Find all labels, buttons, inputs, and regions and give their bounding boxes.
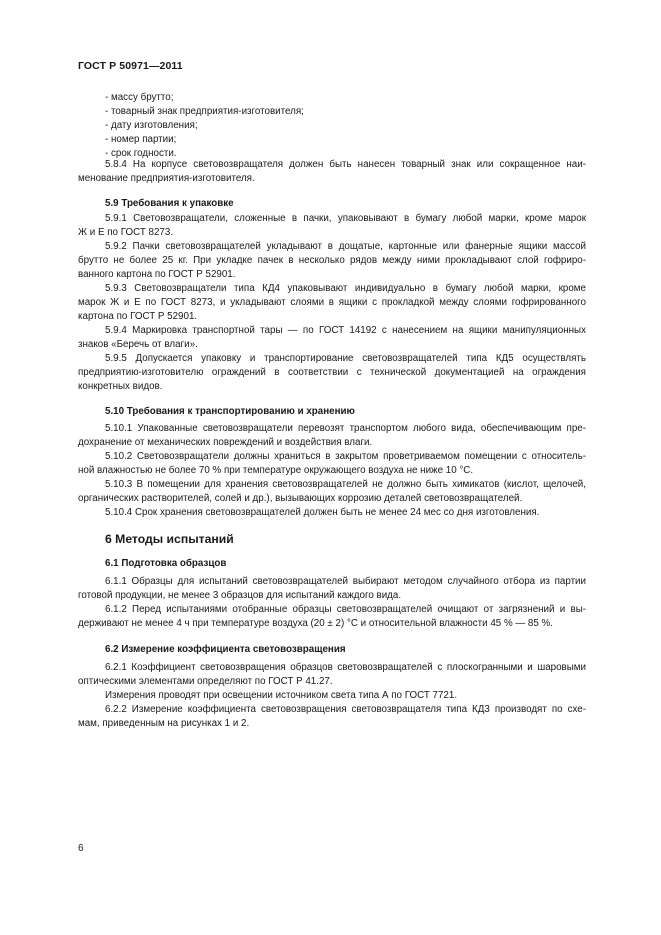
text-line: ной влажностью не более 70 % при температуре окружающего воздуха не ниже 10 °С. [78,465,474,476]
text-line: 5.8.4 На корпусе световозвращателя должен быть нанесен товарный знак или сокращенное наи- [105,159,586,170]
section-heading: 6 Методы испытаний [105,532,234,546]
text-line: 5.9.5 Допускается упаковку и транспортирование световозвращателей типа КД5 осуществлять [105,353,586,364]
section-heading: 5.9 Требования к упаковке [105,198,234,209]
text-line: 6.1.1 Образцы для испытаний световозвращателей выбирают методом случайного отбора из партии [105,576,586,587]
text-line: 5.10.2 Световозвращатели должны храниться в закрытом проветриваемом помещении с относитель- [105,451,586,462]
text-line: 5.10.1 Упакованные световозвращатели перевозят транспортом любого вида, обеспечивающим пре- [105,423,586,434]
text-line: ванного картона по ГОСТ Р 52901. [78,269,236,280]
text-line: предприятию-изготовителю ограждений в соответствии с технической документацией на ограждения [78,367,586,378]
section-heading: 5.10 Требования к транспортированию и хранению [105,406,355,417]
text-line: - дату изготовления; [105,120,198,131]
page-number: 6 [78,843,84,854]
text-line: 6.2.2 Измерение коэффициента световозвращения световозвращателя типа КД3 производят по схе- [105,704,586,715]
text-line: 5.9.2 Пачки световозвращателей укладывают в дощатые, картонные или фанерные ящики массой [105,241,586,252]
text-line: менование предприятия-изготовителя. [78,173,255,184]
text-line: готовой продукции, не менее 3 образцов для испытаний каждого вида. [78,590,402,601]
text-line: брутто не более 25 кг. При укладке пачек в несколько рядов между ними прокладывают слой гофриро- [78,255,586,266]
text-line: 6.1.2 Перед испытаниями отобранные образцы световозвращателей очищают от загрязнений и вы- [105,604,586,615]
text-line: 5.9.3 Световозвращатели типа КД4 упаковывают индивидуально в бумагу любой марки, кроме [105,283,586,294]
text-line: 6.2.1 Коэффициент световозвращения образцов световозвращателей с плоскогранными и шаровыми [105,662,586,673]
section-heading: 6.1 Подготовка образцов [105,558,227,569]
text-line: держивают не менее 4 ч при температуре воздуха (20 ± 2) °С и относительной влажности 45 % — 85 %. [78,618,553,629]
text-line: 5.9.1 Световозвращатели, сложенные в пачки, упаковывают в бумагу любой марки, кроме марок [105,213,586,224]
text-line: Ж и Е по ГОСТ 8273. [78,227,174,238]
page-header: ГОСТ Р 50971—2011 [78,60,183,72]
text-line: оптическими элементами определяют по ГОСТ Р 41.27. [78,676,333,687]
text-line: 5.9.4 Маркировка транспортной тары — по ГОСТ 14192 с нанесением на ящики манипуляционных [105,325,586,336]
text-line: органических растворителей, солей и др.), вызывающих коррозию деталей световозвращателей. [78,493,523,504]
text-line: марок Ж и Е по ГОСТ 8273, и укладывают слоями в ящики с прокладкой между слоями гофрированного [78,297,586,308]
text-line: - срок годности. [105,148,177,159]
text-line: знаков «Беречь от влаги». [78,339,198,350]
text-line: картона по ГОСТ Р 52901. [78,311,198,322]
section-heading: 6.2 Измерение коэффициента световозвращения [105,644,346,655]
text-line: мам, приведенным на рисунках 1 и 2. [78,718,250,729]
text-line: - массу брутто; [105,92,174,103]
text-line: 5.10.4 Срок хранения световозвращателей должен быть не менее 24 мес со дня изготовления. [105,507,540,518]
text-line: конкретных видов. [78,381,163,392]
text-line: Измерения проводят при освещении источником света типа А по ГОСТ 7721. [105,690,458,701]
text-line: - номер партии; [105,134,177,145]
text-line: 5.10.3 В помещении для хранения световозвращателей не должно быть химикатов (кислот, щелочей, [105,479,586,490]
text-line: дохранение от механических повреждений и воздействия влаги. [78,437,373,448]
text-line: - товарный знак предприятия-изготовителя; [105,106,304,117]
